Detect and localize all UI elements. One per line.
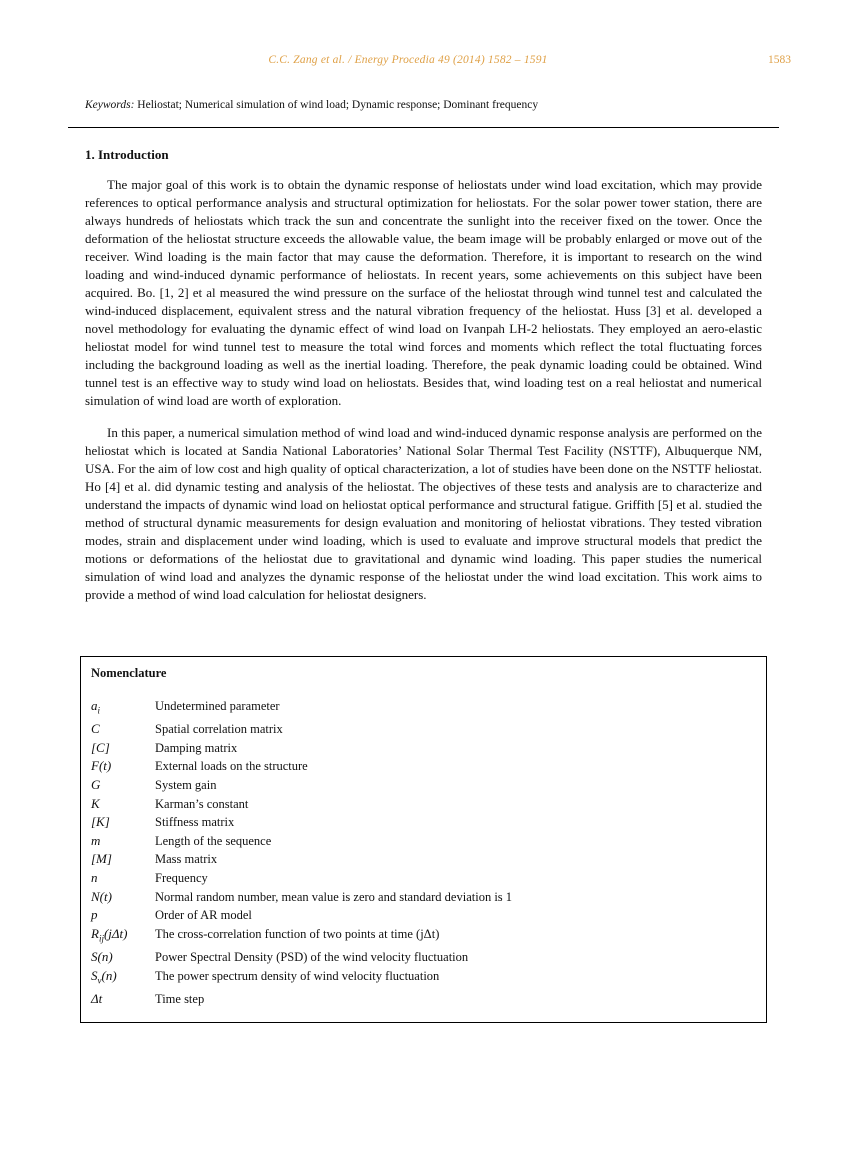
nomenclature-symbol: F(t) <box>91 758 112 774</box>
nomenclature-box <box>80 656 767 1023</box>
nomenclature-symbol: Δt <box>91 990 103 1006</box>
nomenclature-entry <box>91 832 756 851</box>
nomenclature-entry <box>91 906 756 925</box>
nomenclature-symbol: [C] <box>91 739 110 755</box>
nomenclature-entry <box>91 813 756 832</box>
nomenclature-entry <box>91 967 756 990</box>
nomenclature-definition: The cross-correlation function of two points at time (jΔt) <box>155 926 440 941</box>
keywords-line <box>85 99 762 111</box>
nomenclature-symbol: m <box>91 832 101 848</box>
nomenclature-definition: Time step <box>155 991 205 1006</box>
running-head <box>85 54 791 70</box>
nomenclature-symbol: G <box>91 776 101 792</box>
nomenclature-definition: Mass matrix <box>155 852 218 867</box>
nomenclature-definition: Karman’s constant <box>155 796 249 811</box>
nomenclature-definition: Damping matrix <box>155 740 238 755</box>
nomenclature-entry <box>91 948 756 967</box>
nomenclature-definition: Undetermined parameter <box>155 699 280 713</box>
paragraph: The major goal of this work is to obtain the dynamic response of heliostats under wind load excitation, which may provide references to optical performance analysis and structural optimization for heliostats. For the solar power tower station, there are always hundreds of heliostats which track the sun and concentrate the sunlight into the receiver fixed on the tower. Once the deformation of the heliostat structure exceeds the allowable value, the beam image will be probably enlarged or move out of the receiver. Wind loading is the main factor that may cause the deformation. Therefore, it is important to research on the wind loading and wind-induced dynamic performance of heliostats. In recent years, some achievements on this subject have been acquired. Bo. [1, 2] et al measured the wind pressure on the surface of the heliostat through wind tunnel test and calculated the wind-induced displacement, equivalent stress and the natural vibration frequency of the heliostat. Huss [3] et al. developed a novel methodology for evaluating the dynamic effect of wind load on Ivanpah LH-2 heliostats. They employed an aero-elastic heliostat model for wind tunnel test to measure the total wind forces and moments which reflect the total fluctuating forces including the background loading as well as the inertial loading. Therefore, the peak dynamic loading could be obtained. Wind tunnel test is an effective way to study wind load on heliostats. Besides that, wind loading test on a real heliostat and numerical simulation of wind load are worth of exploration. <box>85 177 762 408</box>
nomenclature-definition: Stiffness matrix <box>155 815 235 830</box>
nomenclature-symbol: N(t) <box>91 888 112 904</box>
nomenclature-symbol: [M] <box>91 851 112 867</box>
nomenclature-symbol: K <box>91 795 100 811</box>
nomenclature-definition: The power spectrum density of wind velocity fluctuation <box>155 968 440 983</box>
nomenclature-entry <box>91 697 756 720</box>
nomenclature-definition: Spatial correlation matrix <box>155 722 283 737</box>
nomenclature-entry <box>91 990 756 1009</box>
nomenclature-symbol: [K] <box>91 814 110 830</box>
nomenclature-definition: External loads on the structure <box>155 759 308 774</box>
keywords-text: Heliostat; Numerical simulation of wind load; Dynamic response; Dominant frequency <box>134 99 539 111</box>
nomenclature-entry <box>91 850 756 869</box>
nomenclature-entry <box>91 869 756 888</box>
header-divider <box>68 127 779 128</box>
nomenclature-entry <box>91 925 756 948</box>
nomenclature-definition: Order of AR model <box>155 908 252 923</box>
nomenclature-entry <box>91 888 756 907</box>
nomenclature-definition: Normal random number, mean value is zero and standard deviation is 1 <box>155 889 513 904</box>
nomenclature-symbol: C <box>91 721 100 737</box>
nomenclature-symbol: S(n) <box>91 948 113 964</box>
journal-citation: C.C. Zang et al. / Energy Procedia 49 (2014) 1582 – 1591 <box>268 54 548 66</box>
paragraph: In this paper, a numerical simulation method of wind load and wind-induced dynamic response analysis are performed on the heliostat which is located at Sandia National Laboratories’ National Solar Thermal Test Facility (NSTTF), Albuquerque NM, USA. For the aim of low cost and high quality of optical characterization, a lot of studies have been done on the NSTTF heliostat. Ho [4] et al. did dynamic testing and analysis of the heliostat. The objectives of these tests and analysis are to characterize and understand the impacts of dynamic wind load on heliostat optical performance and structural fatigue. Griffith [5] et al. studied the method of structural dynamic measurements for design evaluation and monitoring of heliostat vibrations. They tested vibration modes, strain and displacement under wind loading, which is used to evaluate and improve structural models that predict the motions or deformations of the heliostat due to gravitational and dynamic wind loading. This paper studies the numerical simulation of wind load and analyzes the dynamic response of the heliostat under the wind load excitation. This work aims to provide a method of wind load calculation for heliostat designers. <box>85 425 762 602</box>
nomenclature-symbol: p <box>91 907 98 923</box>
nomenclature-definition: System gain <box>155 777 217 792</box>
nomenclature-definition: Frequency <box>155 870 208 885</box>
nomenclature-entry <box>91 739 756 758</box>
nomenclature-symbol: $S_v(n)$ <box>91 967 117 986</box>
keywords-label: Keywords: <box>85 99 135 111</box>
nomenclature-definition: Power Spectral Density (PSD) of the wind velocity fluctuation <box>155 949 469 964</box>
nomenclature-entry <box>91 720 756 739</box>
nomenclature-entry <box>91 757 756 776</box>
nomenclature-entry <box>91 795 756 814</box>
nomenclature-entries <box>91 697 756 1008</box>
nomenclature-definition: Length of the sequence <box>155 833 272 848</box>
nomenclature-symbol: $a_i$ <box>91 698 101 716</box>
nomenclature-symbol: $R_{ij}(j\Delta t)$ <box>91 925 128 944</box>
nomenclature-symbol: n <box>91 869 98 885</box>
introduction-body <box>85 176 762 604</box>
nomenclature-entry <box>91 776 756 795</box>
page-number: 1583 <box>768 54 791 66</box>
nomenclature-title: Nomenclature <box>91 666 167 680</box>
section-heading-introduction: 1. Introduction <box>85 147 169 162</box>
